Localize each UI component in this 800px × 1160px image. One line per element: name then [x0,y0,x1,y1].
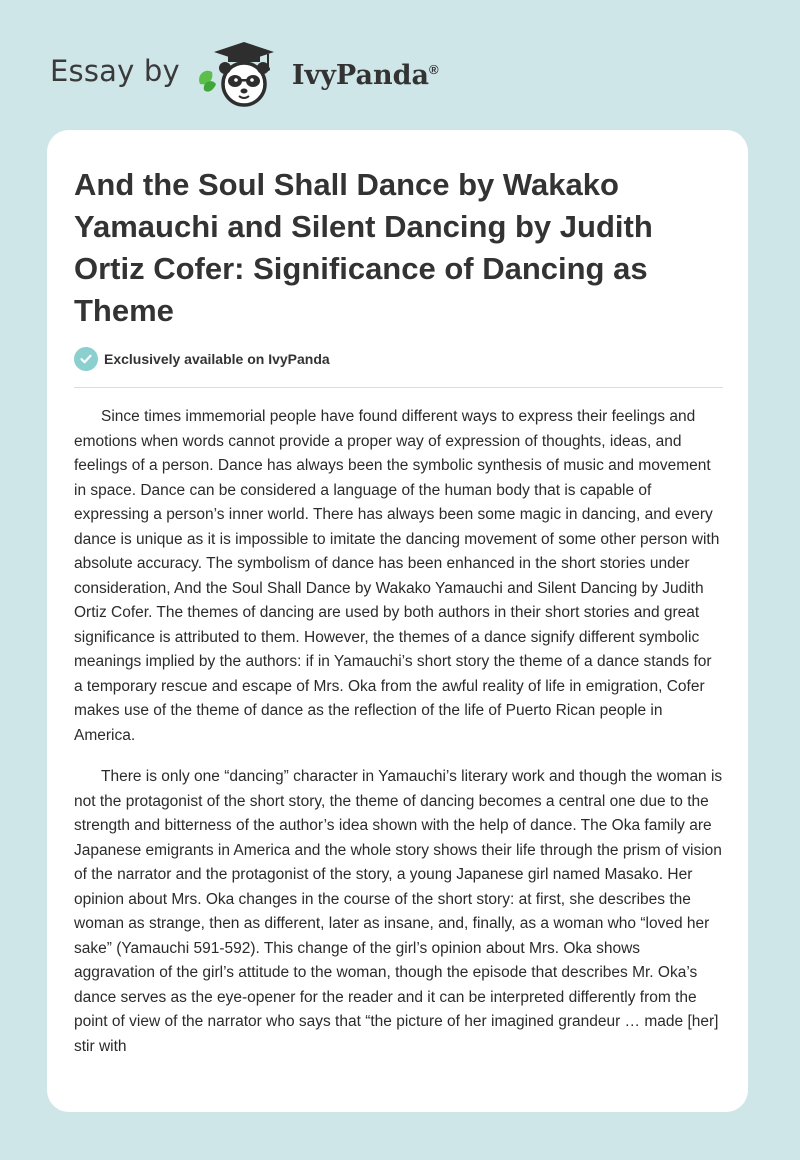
paragraph: There is only one “dancing” character in Yamauchi’s literary work and though the woman is not the protagonist of the short story, the theme of dancing becomes a central one due to the strength and bitterness of the author’s idea shown with the help of dance. The Oka family are Japanese emigrants in America and the whole story shows their life through the prism of vision of the narrator and the protagonist of the story, a young Japanese girl named Masako. Her opinion about Mrs. Oka changes in the course of the short story: at first, she describes the woman as strange, then as different, later as insane, and, finally, as a woman who “loved her sake” (Yamauchi 591-592). This change of the girl’s opinion about Mrs. Oka shows aggravation of the girl’s attitude to the woman, though the episode that describes Mr. Oka’s dance serves as the eye-opener for the reader and it can be interpreted differently from the point of view of the narrator who says that “the picture of her imagined grandeur … made [her] stir with [74,768,723,1055]
panda-graduate-icon [194,38,286,108]
essay-body [74,405,724,1076]
brand-prefix: Essay by [50,54,180,88]
brand-header[interactable] [50,38,470,108]
divider [74,387,723,388]
exclusive-badge-text: Exclusively available on IvyPanda [104,351,330,367]
exclusive-badge [74,347,330,371]
check-circle-icon [74,347,98,371]
brand-name: IvyPanda® [291,59,439,91]
paragraph: Since times immemorial people have found different ways to express their feelings and emotions when words cannot provide a proper way of expression of thoughts, ideas, and feelings of a person. Dance has always been the symbolic synthesis of music and movement in space. Dance can be considered a language of the human body that is capable of expressing a person’s inner world. There has always been some magic in dancing, and every dance is unique as it is impossible to imitate the dancing movement of some other person with absolute accuracy. The symbolism of dance has been enhanced in the short stories under consideration, And the Soul Shall Dance by Wakako Yamauchi and Silent Dancing by Judith Ortiz Cofer. The themes of dancing are used by both authors in their short stories and great significance is attributed to them. However, the themes of a dance signify different symbolic meanings implied by the authors: if in Yamauchi’s short story the theme of a dance stands for a temporary rescue and escape of Mrs. Oka from the awful reality of life in emigration, Cofer makes use of the theme of dance as the reflection of the life of Puerto Rican people in America. [74,408,720,744]
essay-title: And the Soul Shall Dance by Wakako Yamauchi and Silent Dancing by Judith Ortiz Cofer: Significance of Dancing as Theme [74,167,653,328]
essay-card [47,130,748,1112]
